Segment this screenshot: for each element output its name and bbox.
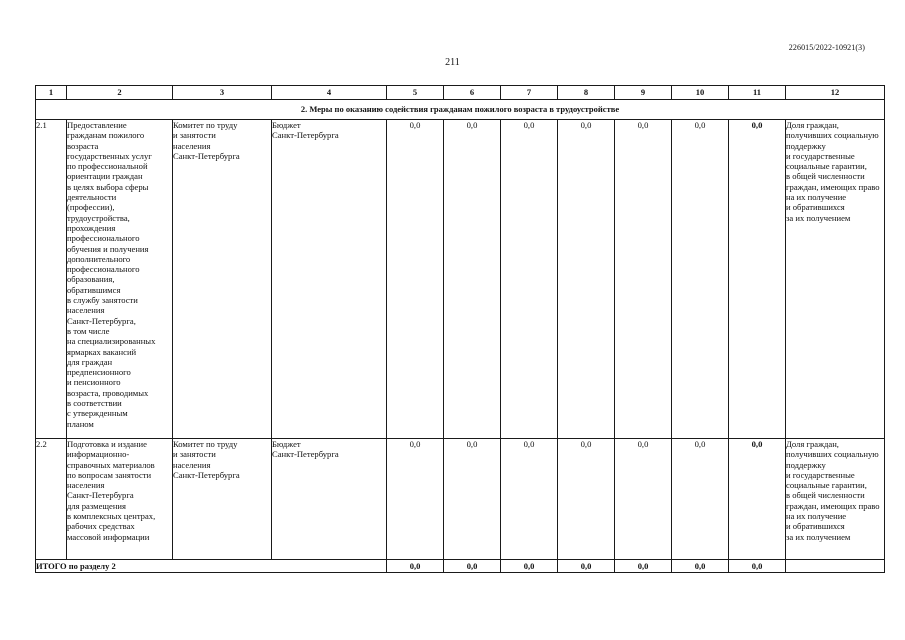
column-number: 1 <box>36 86 67 100</box>
value-col-10: 0,0 <box>672 439 729 560</box>
section-header-row <box>36 100 885 120</box>
page-number: 211 <box>445 57 460 68</box>
column-number: 12 <box>786 86 885 100</box>
column-number: 7 <box>501 86 558 100</box>
total-row <box>36 560 885 573</box>
column-number: 10 <box>672 86 729 100</box>
measure-title: Предоставление гражданам пожилого возраста государственных услуг по профессиональной ориентации граждан в целях выбора сферы деятельности (профессии), трудоустройства, прохождения профессионального обучения и получения дополнительного профессионального образования, обратившимся в службу занятости населения Санкт-Петербурга, в том числе на специализированных ярмарках вакансий для граждан предпенсионного и пенсионного возраста, проводимых в соответствии с утвержденным планом <box>67 120 173 439</box>
funding-source: Бюджет Санкт-Петербурга <box>272 120 387 439</box>
section-title: 2. Меры по оказанию содействия гражданам пожилого возраста в трудоустройстве <box>36 100 885 120</box>
column-number: 3 <box>173 86 272 100</box>
value-col-7: 0,0 <box>501 120 558 439</box>
column-number: 5 <box>387 86 444 100</box>
funding-source: Бюджет Санкт-Петербурга <box>272 439 387 560</box>
indicator: Доля граждан, получивших социальную поддержку и государственные социальные гарантии, в общей численности граждан, имеющих право на их получение и обратившихся за их получением <box>786 120 885 439</box>
table-row <box>36 439 885 560</box>
value-col-6: 0,0 <box>444 439 501 560</box>
executor: Комитет по труду и занятости населения Санкт-Петербурга <box>173 439 272 560</box>
column-number-row <box>36 86 885 100</box>
total-col-10: 0,0 <box>672 560 729 573</box>
indicator: Доля граждан, получивших социальную поддержку и государственные социальные гарантии, в общей численности граждан, имеющих право на их получение и обратившихся за их получением <box>786 439 885 560</box>
total-col-12 <box>786 560 885 573</box>
value-col-7: 0,0 <box>501 439 558 560</box>
value-col-5: 0,0 <box>387 120 444 439</box>
value-col-8: 0,0 <box>558 120 615 439</box>
executor: Комитет по труду и занятости населения Санкт-Петербурга <box>173 120 272 439</box>
total-label: ИТОГО по разделу 2 <box>36 560 387 573</box>
value-col-9: 0,0 <box>615 439 672 560</box>
row-number: 2.2 <box>36 439 67 560</box>
value-col-6: 0,0 <box>444 120 501 439</box>
column-number: 11 <box>729 86 786 100</box>
table-row <box>36 120 885 439</box>
row-number: 2.1 <box>36 120 67 439</box>
total-col-7: 0,0 <box>501 560 558 573</box>
column-number: 6 <box>444 86 501 100</box>
column-number: 2 <box>67 86 173 100</box>
total-col-8: 0,0 <box>558 560 615 573</box>
value-col-11: 0,0 <box>729 120 786 439</box>
document-registration-code: 226015/2022-10921(3) <box>788 43 865 52</box>
value-col-10: 0,0 <box>672 120 729 439</box>
total-col-6: 0,0 <box>444 560 501 573</box>
value-col-8: 0,0 <box>558 439 615 560</box>
value-col-11: 0,0 <box>729 439 786 560</box>
value-col-5: 0,0 <box>387 439 444 560</box>
total-col-9: 0,0 <box>615 560 672 573</box>
column-number: 8 <box>558 86 615 100</box>
column-number: 9 <box>615 86 672 100</box>
measure-title: Подготовка и издание информационно- справочных материалов по вопросам занятости населения Санкт-Петербурга для размещения в комплексных центрах, рабочих средствах массовой информации <box>67 439 173 560</box>
column-number: 4 <box>272 86 387 100</box>
total-col-11: 0,0 <box>729 560 786 573</box>
measures-table <box>35 85 885 573</box>
value-col-9: 0,0 <box>615 120 672 439</box>
total-col-5: 0,0 <box>387 560 444 573</box>
